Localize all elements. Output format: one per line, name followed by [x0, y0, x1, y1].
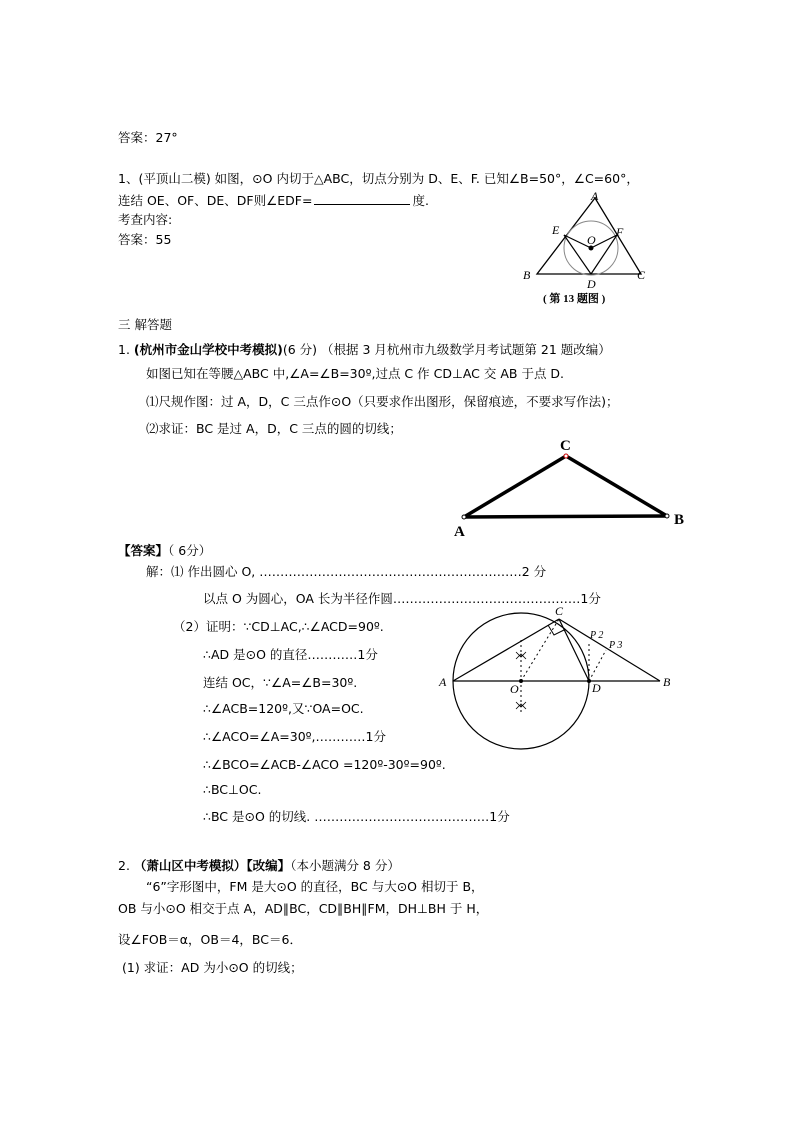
label-d: D	[587, 277, 596, 291]
vertex-c	[564, 454, 568, 458]
solution-line-4: ∴AD 是⊙O 的直径…………1分	[203, 647, 378, 662]
label-o: O	[510, 682, 519, 696]
solution-line-5: 连结 OC，∵∠A=∠B=30º.	[203, 675, 358, 690]
solution-line-1: 解：⑴ 作出圆心 O, ………………………………………………………2 分	[146, 564, 547, 579]
p1-statement: 如图已知在等腰△ABC 中,∠A=∠B=30º,过点 C 作 CD⊥AC 交 AB 于点 D.	[146, 366, 565, 381]
solution-line-7: ∴∠ACO=∠A=30º,…………1分	[203, 729, 386, 744]
p1-header	[118, 342, 611, 358]
answer-score: （ 6分）	[168, 543, 212, 558]
label-p2: P 2	[590, 630, 604, 641]
solution-figure	[436, 600, 686, 755]
label-p3: P 3	[609, 640, 623, 651]
p2-number: 2.	[118, 858, 134, 873]
point-d	[587, 679, 591, 683]
label-c: C	[637, 268, 646, 282]
q1-line2	[118, 192, 429, 209]
p1-source: (杭州市金山学校中考模拟)	[133, 342, 283, 357]
label-f: F	[616, 225, 624, 239]
solution-line-6: ∴∠ACB=120º,又∵OA=OC.	[203, 701, 364, 716]
label-b: B	[674, 512, 685, 528]
solution-line-2: 以点 O 为圆心，OA 长为半径作圆………………………………………1分	[203, 591, 601, 606]
p1-part2: ⑵求证：BC 是过 A，D，C 三点的圆的切线；	[146, 421, 402, 436]
section-title: 三 解答题	[118, 317, 172, 332]
side-cb	[566, 456, 667, 516]
q1-answer: 答案：55	[118, 232, 172, 247]
incircle-figure	[515, 188, 655, 313]
line-oc	[521, 619, 559, 681]
label-o: O	[587, 233, 596, 247]
p2-header	[118, 858, 400, 874]
solution-line-8: ∴∠BCO=∠ACB-∠ACO =120º-30º=90º.	[203, 757, 446, 772]
isosceles-triangle-figure	[448, 432, 693, 542]
p1-score: (6 分) （根据 3 月杭州市九级数学月考试题第 21 题改编）	[282, 342, 611, 357]
solution-line-3: （2）证明：∵CD⊥AC,∴∠ACD=90º.	[173, 619, 384, 634]
p2-line1: “6”字形图中，FM 是大⊙O 的直径，BC 与大⊙O 相切于 B，	[146, 879, 484, 894]
p2-tag: 【改编】	[246, 858, 291, 873]
label-a: A	[439, 675, 447, 689]
p2-score: （本小题满分 8 分）	[290, 858, 400, 873]
p1-part1: ⑴尺规作图：过 A，D，C 三点作⊙O（只要求作出图形，保留痕迹，不要求写作法)；	[146, 394, 619, 409]
p2-source: （萧山区中考模拟）	[133, 858, 247, 873]
p2-line3: 设∠FOB＝α，OB＝4，BC＝6．	[118, 932, 302, 947]
label-e: E	[552, 223, 560, 237]
p2-part1: (1) 求证：AD 为小⊙O 的切线；	[122, 960, 303, 975]
answer-blank	[314, 192, 410, 205]
q1-line1: 1、(平顶山二模) 如图，⊙O 内切于△ABC，切点分别为 D、E、F. 已知∠B=50°，∠C=60°，	[118, 171, 639, 186]
aux-line-2	[589, 650, 606, 681]
figure-caption: ( 第 13 题图 )	[543, 293, 606, 305]
solution-line-9: ∴BC⊥OC.	[203, 782, 262, 797]
label-b: B	[523, 268, 531, 282]
prev-answer: 答案：27°	[118, 130, 178, 145]
answer-heading	[118, 543, 211, 559]
q1-exam-point: 考查内容:	[118, 212, 173, 227]
side-ac	[464, 456, 566, 517]
q1-line2b: 度.	[412, 193, 429, 208]
label-b: B	[663, 675, 671, 689]
line-ac	[453, 619, 559, 681]
vertex-b	[665, 514, 669, 518]
side-ab	[464, 516, 667, 517]
label-c: C	[555, 604, 564, 618]
label-a: A	[591, 189, 599, 203]
answer-title: 【答案】	[118, 543, 169, 558]
point-o	[519, 679, 523, 683]
p2-line2: OB 与小⊙O 相交于点 A，AD∥BC，CD∥BH∥FM，DH⊥BH 于 H，	[118, 901, 489, 916]
label-c: C	[560, 438, 571, 454]
solution-line-10: ∴BC 是⊙O 的切线. ……………………………………1分	[203, 809, 510, 824]
vertex-a	[462, 515, 466, 519]
label-a: A	[454, 524, 465, 540]
label-d: D	[592, 681, 601, 695]
p1-number: 1.	[118, 342, 134, 357]
q1-line2a: 连结 OE、OF、DE、DF则∠EDF=	[118, 193, 313, 208]
